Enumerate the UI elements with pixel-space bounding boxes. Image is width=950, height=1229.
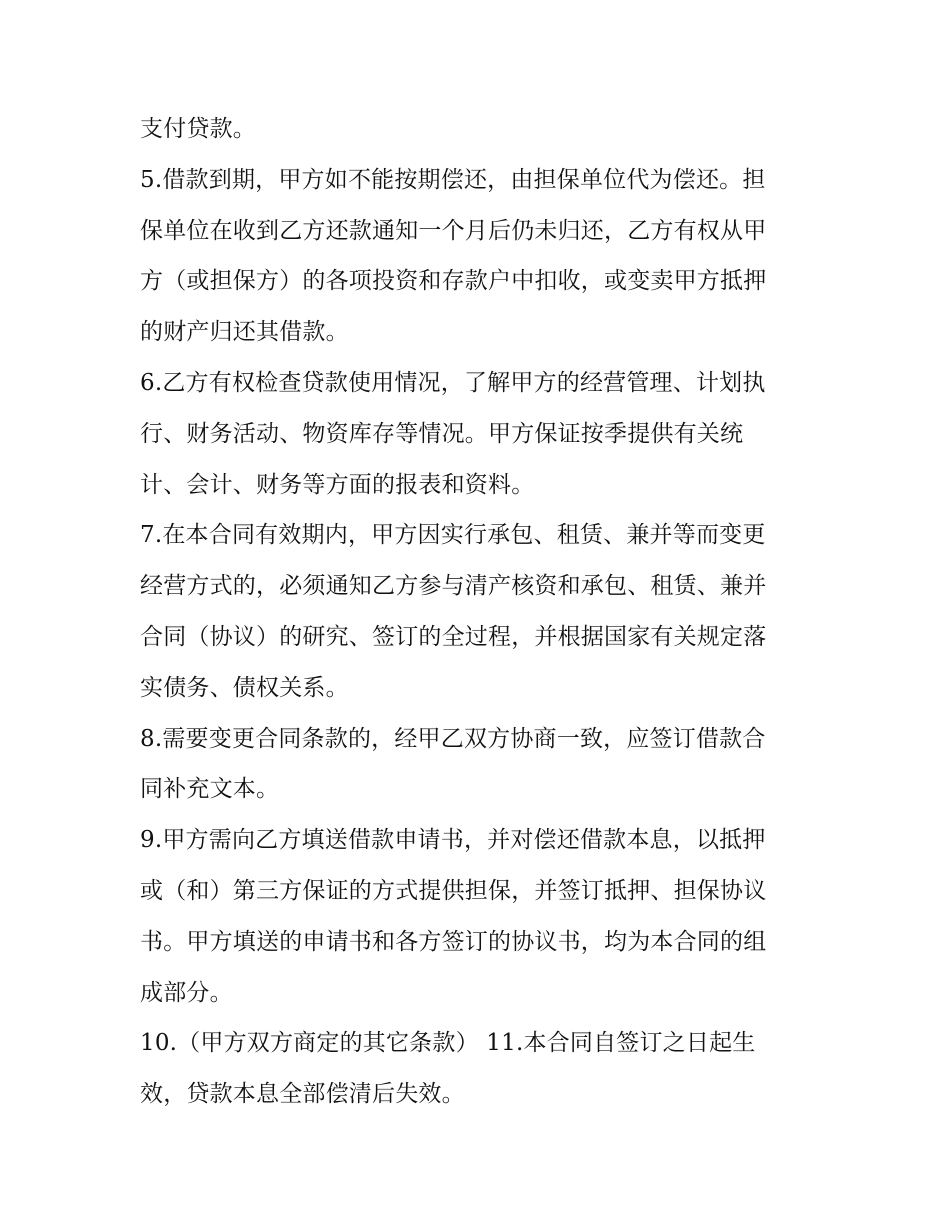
text-line-4: 方（或担保方）的各项投资和存款户中扣收，或变卖甲方抵押 xyxy=(140,268,767,294)
text-line-20: 效，贷款本息全部偿清后失效。 xyxy=(140,1081,465,1107)
text-line-10: 经营方式的，必须通知乙方参与清产核资和承包、租赁、兼并 xyxy=(140,573,767,599)
text-line-3: 保单位在收到乙方还款通知一个月后仍未归还，乙方有权从甲 xyxy=(140,218,767,244)
text-line-2: 5.借款到期，甲方如不能按期偿还，由担保单位代为偿还。担 xyxy=(140,167,766,193)
text-line-14: 同补充文本。 xyxy=(140,776,280,802)
text-line-11: 合同（协议）的研究、签订的全过程，并根据国家有关规定落 xyxy=(140,624,767,650)
text-line-18: 成部分。 xyxy=(140,980,233,1006)
text-line-13: 8.需要变更合同条款的，经甲乙双方协商一致，应签订借款合 xyxy=(140,726,766,752)
text-line-12: 实债务、债权关系。 xyxy=(140,675,349,701)
text-line-9: 7.在本合同有效期内，甲方因实行承包、租赁、兼并等而变更 xyxy=(140,522,766,548)
text-line-19: 10.（甲方双方商定的其它条款） 11.本合同自签订之日起生 xyxy=(140,1030,756,1056)
text-line-16: 或（和）第三方保证的方式提供担保，并签订抵押、担保协议 xyxy=(140,878,767,904)
text-line-7: 行、财务活动、物资库存等情况。甲方保证按季提供有关统 xyxy=(140,421,744,447)
text-line-6: 6.乙方有权检查贷款使用情况，了解甲方的经营管理、计划执 xyxy=(140,370,766,396)
text-line-17: 书。甲方填送的申请书和各方签订的协议书，均为本合同的组 xyxy=(140,929,767,955)
text-line-5: 的财产归还其借款。 xyxy=(140,319,349,345)
text-line-8: 计、会计、财务等方面的报表和资料。 xyxy=(140,472,535,498)
text-line-15: 9.甲方需向乙方填送借款申请书，并对偿还借款本息，以抵押 xyxy=(140,827,766,853)
text-line-1: 支付贷款。 xyxy=(140,116,256,142)
